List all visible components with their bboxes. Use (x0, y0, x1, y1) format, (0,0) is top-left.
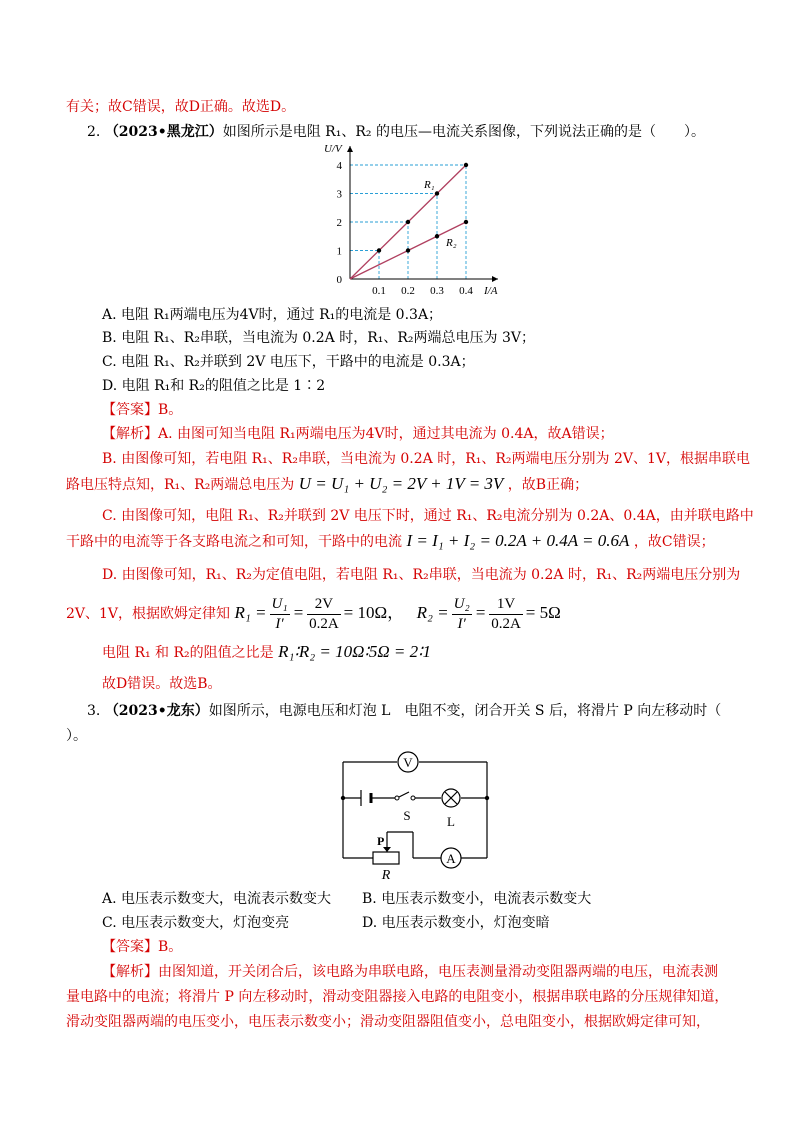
junction-dot (485, 796, 489, 800)
x-tick-label: 0.4 (459, 285, 473, 297)
x-tick-label: 0.2 (401, 285, 415, 297)
y-tick-label: 2 (336, 217, 342, 229)
lamp-label: L (447, 814, 455, 829)
explanation: 【解析】由图知道，开关闭合后，该电路为串联电路，电压表测量滑动变阻器两端的电压，电流表测 (102, 964, 718, 980)
data-point (464, 220, 468, 224)
switch-label: S (403, 808, 411, 823)
formula-r2: R₂ = (416, 603, 449, 622)
data-point (464, 163, 468, 167)
y-tick-label: 1 (336, 245, 342, 258)
data-point (406, 248, 410, 252)
explanation-d-cont (66, 592, 561, 634)
option-d: D. 电阻 R₁和 R₂的阻值之比是 1∶2 (102, 378, 326, 394)
option-b: B. 电阻 R₁、R₂串联，当电流为 0.2A 时，R₁、R₂两端总电压为 3V； (102, 330, 535, 346)
explanation-text: 2V、1V，根据欧姆定律知 (66, 606, 231, 622)
explanation-b-cont (66, 474, 588, 495)
explanation-text: 路电压特点知，R₁、R₂两端总电压为 (66, 477, 295, 493)
option-c: C. 电阻 R₁、R₂并联到 2V 电压下，干路中的电流是 0.3A； (102, 354, 475, 370)
fraction: $\frac{\text{U₁}}{I'}$ (271, 595, 288, 632)
series-label-r2: R₂ (446, 237, 457, 249)
y-tick-label: 3 (336, 188, 342, 201)
question-text: 如图所示，电源电压和灯泡 L 电阻不变，闭合开关 S 后，将滑片 P 向左移动时（ (208, 703, 722, 719)
answer: 【答案】B。 (102, 402, 183, 418)
question-3-cont: ）。 (66, 728, 87, 744)
option-a: A. 电压表示数变大，电流表示数变大 (102, 891, 332, 907)
origin-label: 0 (336, 274, 342, 286)
explanation-a: 【解析】A. 由图可知当电阻 R₁两端电压为4V时，通过其电流为 0.4A，故A错误； (102, 426, 614, 442)
option-a: A. 电阻 R₁两端电压为4V时，通过 R₁的电流是 0.3A； (102, 307, 443, 323)
explanation-text: ，故B正确； (507, 477, 589, 493)
question-number: 2. (87, 124, 101, 140)
ammeter-label: A (446, 851, 456, 866)
explanation-d-ratio (102, 642, 431, 663)
rheostat-label: R (381, 868, 391, 883)
voltmeter-label: V (403, 755, 413, 770)
x-tick-label: 0.3 (430, 285, 444, 297)
series-label-r1: R₁ (424, 179, 435, 191)
question-source: （2023•龙东） (104, 703, 209, 719)
explanation-c: C. 由图像可知，电阻 R₁、R₂并联到 2V 电压下时，通过 R₁、R₂电流分别为 0.2A、0.4A，由并联电路中 (102, 508, 754, 524)
question-number: 3. (87, 703, 101, 719)
question-2 (87, 122, 705, 142)
switch-contact (395, 796, 399, 800)
explanation-cont: 滑动变阻器两端的电压变小，电压表示数变小；滑动变阻器阻值变小，总电阻变小，根据欧姆定律可知， (66, 1014, 710, 1030)
junction-dot (341, 796, 345, 800)
fraction: $\frac{2V}{0.2A}$ (309, 595, 339, 632)
option-b: B. 电压表示数变小，电流表示数变大 (362, 891, 592, 907)
formula-ratio: R₁∶R₂ = 10Ω∶5Ω = 2∶1 (278, 642, 432, 661)
explanation-cont: 量电路中的电流；将滑片 P 向左移动时，滑动变阻器接入电路的电阻变小，根据串联电路的分压规律知道， (66, 989, 729, 1005)
data-point (377, 248, 381, 252)
explanation-text: 干路中的电流等于各支路电流之和可知，干路中的电流 (66, 534, 402, 550)
prev-answer-line: 有关；故C错误，故D正确。故选D。 (66, 99, 296, 115)
formula-result: = 5Ω (525, 603, 561, 622)
formula-ohms-law: R₁ = $\frac{\text{U₁}}{I'}$ = $\frac{2V}{0.2A}$ = 10Ω， R₂ = $\frac{\text{U₂}}{I'}$ = $\frac{1V}{0.2A}$ = 5Ω (234, 595, 561, 632)
fraction: $\frac{\text{U₂}}{I'}$ (453, 595, 470, 632)
formula-total-voltage: U = U₁ + U₂ = 2V + 1V = 3V (298, 474, 504, 493)
data-point (435, 234, 439, 238)
fraction: $\frac{1V}{0.2A}$ (491, 595, 521, 632)
rheostat-symbol (373, 852, 399, 864)
question-3 (87, 701, 721, 721)
explanation-text: ，故C错误； (633, 534, 715, 550)
data-point (406, 220, 410, 224)
question-text: 如图所示是电阻 R₁、R₂ 的电压—电流关系图像，下列说法正确的是（ ）。 (222, 124, 705, 140)
y-tick-label: 4 (336, 160, 342, 172)
explanation-b: B. 由图像可知，若电阻 R₁、R₂串联，当电流为 0.2A 时，R₁、R₂两端电压分别为 2V、1V，根据串联电 (102, 451, 751, 467)
question-source: （2023•黑龙江） (104, 124, 223, 140)
slider-label: P (377, 834, 385, 848)
explanation-c-cont (66, 531, 715, 552)
x-axis-label: I/A (484, 285, 498, 297)
explanation-d: D. 由图像可知，R₁、R₂为定值电阻，若电阻 R₁、R₂串联，当电流为 0.2A 时，R₁、R₂两端电压分别为 (102, 567, 741, 583)
ui-chart (320, 140, 510, 300)
switch-contact (411, 796, 415, 800)
circuit-diagram (325, 748, 505, 884)
data-point (435, 191, 439, 195)
formula-total-current: I = I₁ + I₂ = 0.2A + 0.4A = 0.6A (406, 531, 630, 550)
formula-r1: R₁ = (234, 603, 267, 622)
y-axis-label: U/V (324, 143, 342, 155)
answer: 【答案】B。 (102, 939, 183, 955)
option-c: C. 电压表示数变大，灯泡变亮 (102, 915, 290, 931)
formula-result: = 10Ω， (343, 603, 405, 622)
option-d: D. 电压表示数变小，灯泡变暗 (362, 915, 550, 931)
explanation-text: 电阻 R₁ 和 R₂的阻值之比是 (102, 645, 274, 661)
conclusion: 故D错误。故选B。 (102, 676, 222, 692)
x-tick-label: 0.1 (372, 285, 386, 297)
